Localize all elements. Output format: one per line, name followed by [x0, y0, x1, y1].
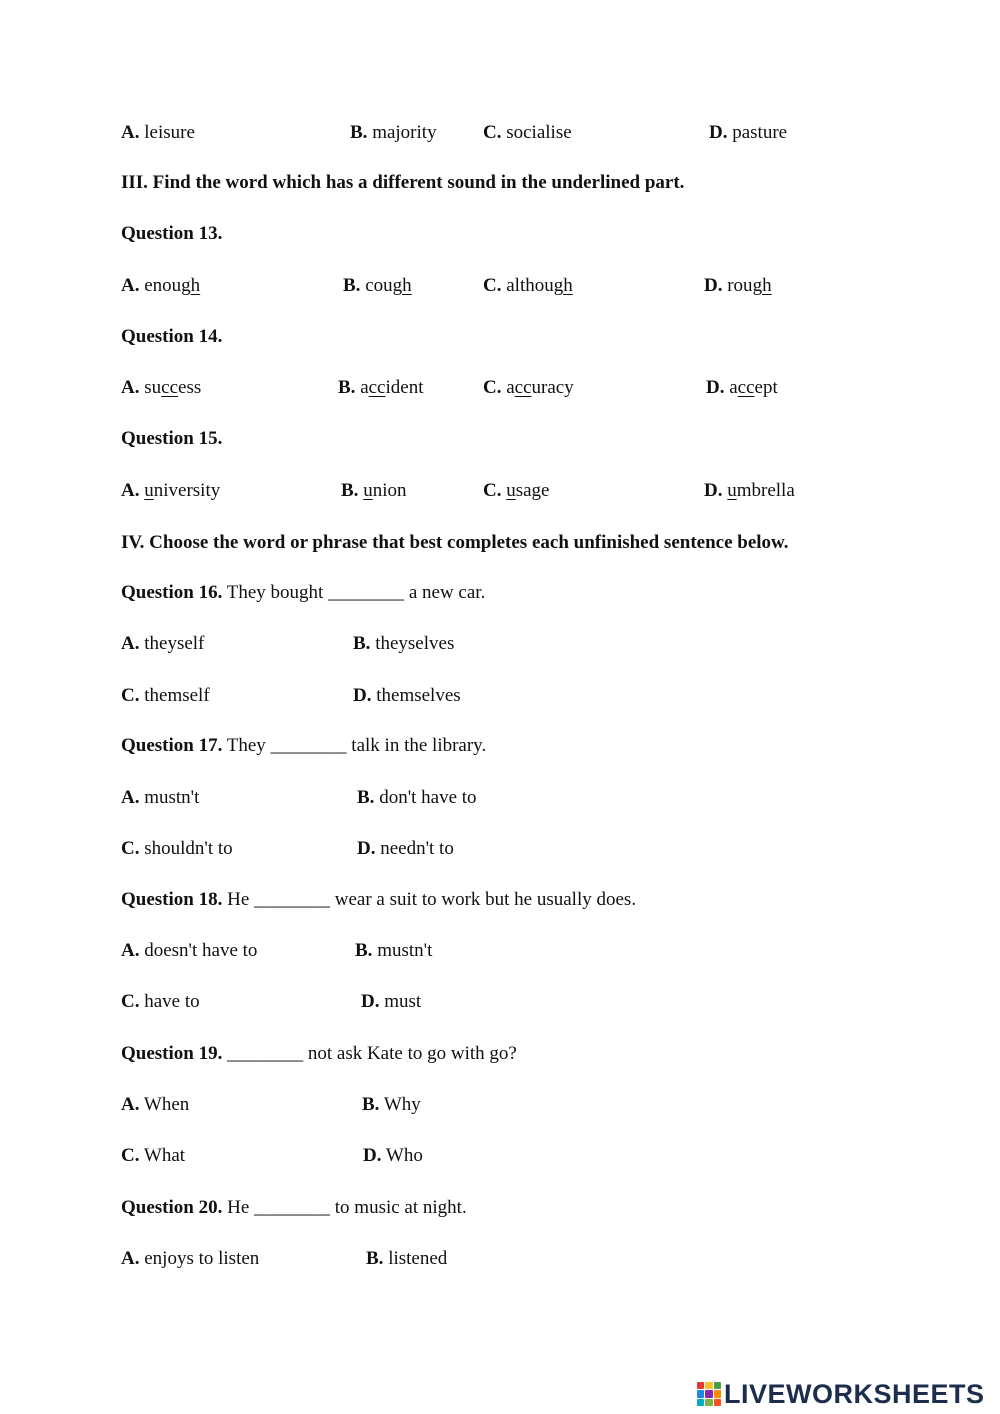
q18-option-b[interactable]: B. mustn't — [355, 940, 433, 961]
q13-option-c[interactable]: C. although — [483, 275, 573, 296]
q13-label: Question 13. — [121, 223, 223, 244]
q20-option-a[interactable]: A. enjoys to listen — [121, 1248, 260, 1269]
q16-text: They bought ________ a new car. — [222, 582, 486, 603]
q16-option-c[interactable]: C. themself — [121, 685, 210, 706]
q16-label: Question 16. — [121, 582, 223, 603]
q18-option-d[interactable]: D. must — [361, 991, 422, 1012]
liveworksheets-brand[interactable] — [697, 1379, 985, 1409]
q15-option-b[interactable]: B. union — [341, 480, 407, 501]
q20-option-b[interactable]: B. listened — [366, 1248, 448, 1269]
q19-prompt — [121, 1041, 517, 1067]
liveworksheets-logo-icon — [697, 1382, 721, 1406]
q14-option-a[interactable]: A. success — [121, 377, 202, 398]
logo-tile — [705, 1382, 712, 1389]
section-4-heading: IV. Choose the word or phrase that best completes each unfinished sentence below. — [121, 532, 789, 553]
q20-prompt — [121, 1195, 467, 1221]
q12-option-b[interactable]: B. majority — [350, 122, 437, 143]
q19-label: Question 19. — [121, 1043, 223, 1064]
q15-option-c[interactable]: C. usage — [483, 480, 550, 501]
q12-option-d[interactable]: D. pasture — [709, 122, 788, 143]
q16-option-a[interactable]: A. theyself — [121, 633, 205, 654]
q19-option-c[interactable]: C. What — [121, 1145, 186, 1166]
q18-label: Question 18. — [121, 889, 223, 910]
q12-option-a[interactable]: A. leisure — [121, 122, 195, 143]
q13-option-b[interactable]: B. cough — [343, 275, 412, 296]
q17-option-b[interactable]: B. don't have to — [357, 787, 477, 808]
q17-option-c[interactable]: C. shouldn't to — [121, 838, 233, 859]
q15-label: Question 15. — [121, 428, 223, 449]
q12-option-c[interactable]: C. socialise — [483, 122, 572, 143]
q18-prompt — [121, 887, 636, 913]
section-3-heading: III. Find the word which has a different sound in the underlined part. — [121, 172, 685, 193]
q13-option-a[interactable]: A. enough — [121, 275, 201, 296]
q14-option-d[interactable]: D. accept — [706, 377, 778, 398]
q15-option-d[interactable]: D. umbrella — [704, 480, 795, 501]
logo-tile — [714, 1390, 721, 1397]
logo-tile — [714, 1399, 721, 1406]
logo-tile — [714, 1382, 721, 1389]
q17-option-a[interactable]: A. mustn't — [121, 787, 200, 808]
q17-prompt — [121, 733, 486, 759]
liveworksheets-wordmark: LIVEWORKSHEETS — [724, 1378, 985, 1409]
q19-option-d[interactable]: D. Who — [363, 1145, 423, 1166]
q17-option-d[interactable]: D. needn't to — [357, 838, 454, 859]
q20-text: He ________ to music at night. — [222, 1197, 467, 1218]
q15-option-a[interactable]: A. university — [121, 480, 221, 501]
q18-option-c[interactable]: C. have to — [121, 991, 200, 1012]
q19-text: ________ not ask Kate to go with go? — [222, 1043, 517, 1064]
logo-tile — [697, 1399, 704, 1406]
q14-option-b[interactable]: B. accident — [338, 377, 424, 398]
q18-text: He ________ wear a suit to work but he usually does. — [222, 889, 637, 910]
q18-option-a[interactable]: A. doesn't have to — [121, 940, 258, 961]
logo-tile — [705, 1399, 712, 1406]
q19-option-a[interactable]: A. When — [121, 1094, 190, 1115]
q14-label: Question 14. — [121, 326, 223, 347]
q17-text: They ________ talk in the library. — [222, 735, 487, 756]
logo-tile — [705, 1390, 712, 1397]
q16-prompt — [121, 580, 485, 606]
q16-option-b[interactable]: B. theyselves — [353, 633, 455, 654]
logo-tile — [697, 1382, 704, 1389]
q17-label: Question 17. — [121, 735, 223, 756]
logo-tile — [697, 1390, 704, 1397]
q14-option-c[interactable]: C. accuracy — [483, 377, 574, 398]
q13-option-d[interactable]: D. rough — [704, 275, 772, 296]
q19-option-b[interactable]: B. Why — [362, 1094, 421, 1115]
q20-label: Question 20. — [121, 1197, 223, 1218]
q16-option-d[interactable]: D. themselves — [353, 685, 461, 706]
